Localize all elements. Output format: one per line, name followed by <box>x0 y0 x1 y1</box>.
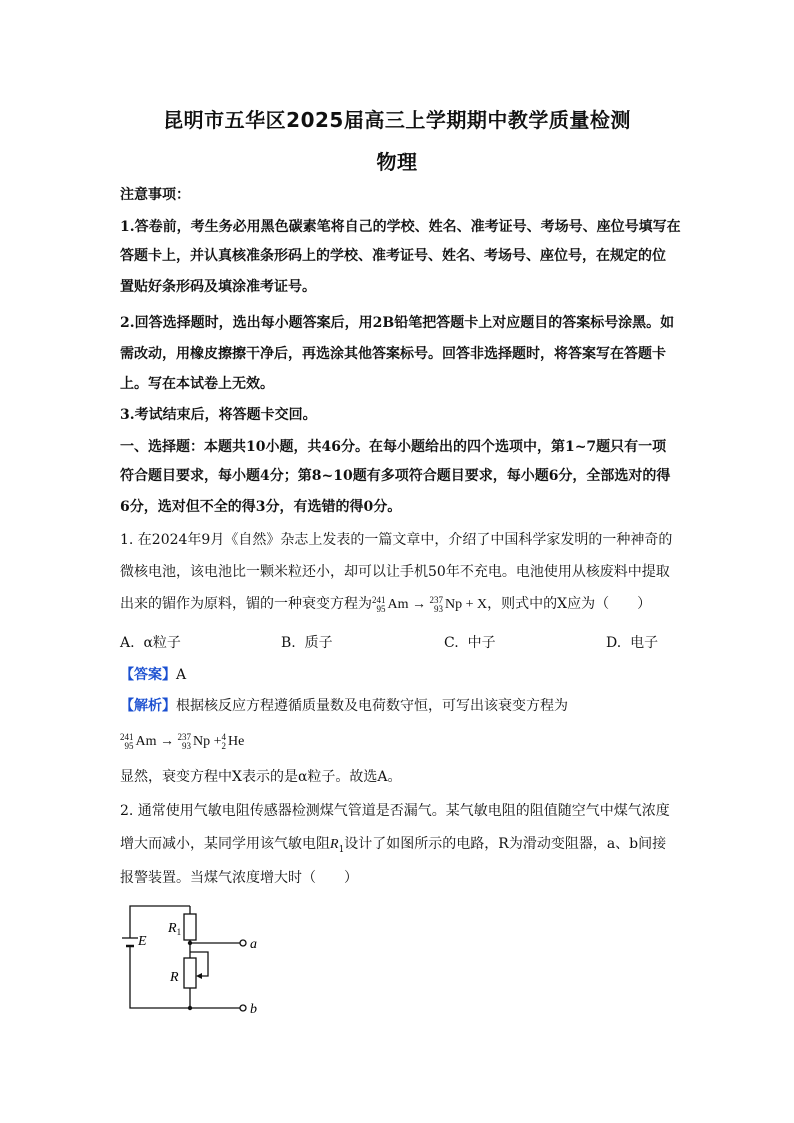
q1-text: 1. 在2024年9月《自然》杂志上发表的一篇文章中，介绍了中国科学家发明的一种神奇的 <box>120 532 673 548</box>
notice-line: 答题卡上，并认真核准条形码上的学校、准考证号、姓名、考场号、座位号，在规定的位 <box>120 248 666 264</box>
option-b: B. 质子 <box>281 635 333 651</box>
option-a: A. α粒子 <box>120 635 181 651</box>
section-heading: 一、选择题：本题共10小题，共46分。在每小题给出的四个选项中，第1~7题只有一项 <box>120 439 667 455</box>
circuit-diagram <box>120 898 280 1023</box>
notice-line: 3.考试结束后，将答题卡交回。 <box>120 407 317 423</box>
notice-line: 1.答卷前，考生务必用黑色碳素笔将自己的学校、姓名、准考证号、考场号、座位号填写在 <box>120 219 681 235</box>
q2-text: 增大而减小，某同学用该气敏电阻$R_1$设计了如图所示的电路，R为滑动变阻器，a、b间接 <box>120 836 667 855</box>
r-label: R <box>170 970 179 985</box>
r1-label: $R_1$ <box>168 921 182 937</box>
q1-analysis: 【解析】根据核反应方程遵循质量数及电荷数守恒，可写出该衰变方程为 <box>120 698 568 714</box>
exam-title: 昆明市五华区2025届高三上学期期中教学质量检测 <box>163 108 631 132</box>
q2-text: 报警装置。当煤气浓度增大时（ ） <box>120 870 358 886</box>
q1-answer: 【答案】A <box>120 667 187 683</box>
option-c: C. 中子 <box>444 635 496 651</box>
q1-text: 出来的镅作为原料，镅的一种衰变方程为 241 95 Am → 237 93 Np + X，则式中的X应为（ ） <box>120 594 652 614</box>
option-d: D. 电子 <box>606 635 659 651</box>
subject-title: 物理 <box>376 150 418 174</box>
section-heading: 6分，选对但不全的得3分，有选错的得0分。 <box>120 499 402 515</box>
battery-label: E <box>138 934 147 949</box>
decay-equation: 241 95 Am → 237 93 Np + X <box>372 594 488 614</box>
q1-equation-full: 241 95 Am → 237 93 Np + 4 2 He <box>120 731 245 751</box>
q2-text: 2. 通常使用气敏电阻传感器检测煤气管道是否漏气。某气敏电阻的阻值随空气中煤气浓度 <box>120 803 670 819</box>
notice-line: 需改动，用橡皮擦擦干净后，再选涂其他答案标号。回答非选择题时，将答案写在答题卡 <box>120 346 666 362</box>
q1-conclusion: 显然，衰变方程中X表示的是α粒子。故选A。 <box>120 769 402 785</box>
junction-dot <box>188 1006 192 1010</box>
junction-dot <box>188 941 192 945</box>
notice-line: 2.回答选择题时，选出每小题答案后，用2B铅笔把答题卡上对应题目的答案标号涂黑。如 <box>120 315 675 331</box>
notice-heading: 注意事项： <box>120 187 190 203</box>
section-heading: 符合题目要求，每小题4分；第8~10题有多项符合题目要求，每小题6分，全部选对的得 <box>120 468 671 484</box>
terminal-a-label: a <box>250 937 257 952</box>
notice-line: 置贴好条形码及填涂准考证号。 <box>120 279 316 295</box>
terminal-b-label: b <box>250 1002 257 1017</box>
q1-text: 微核电池，该电池比一颗米粒还小，却可以让手机50年不充电。电池使用从核废料中提取 <box>120 564 670 580</box>
notice-line: 上。写在本试卷上无效。 <box>120 376 274 392</box>
